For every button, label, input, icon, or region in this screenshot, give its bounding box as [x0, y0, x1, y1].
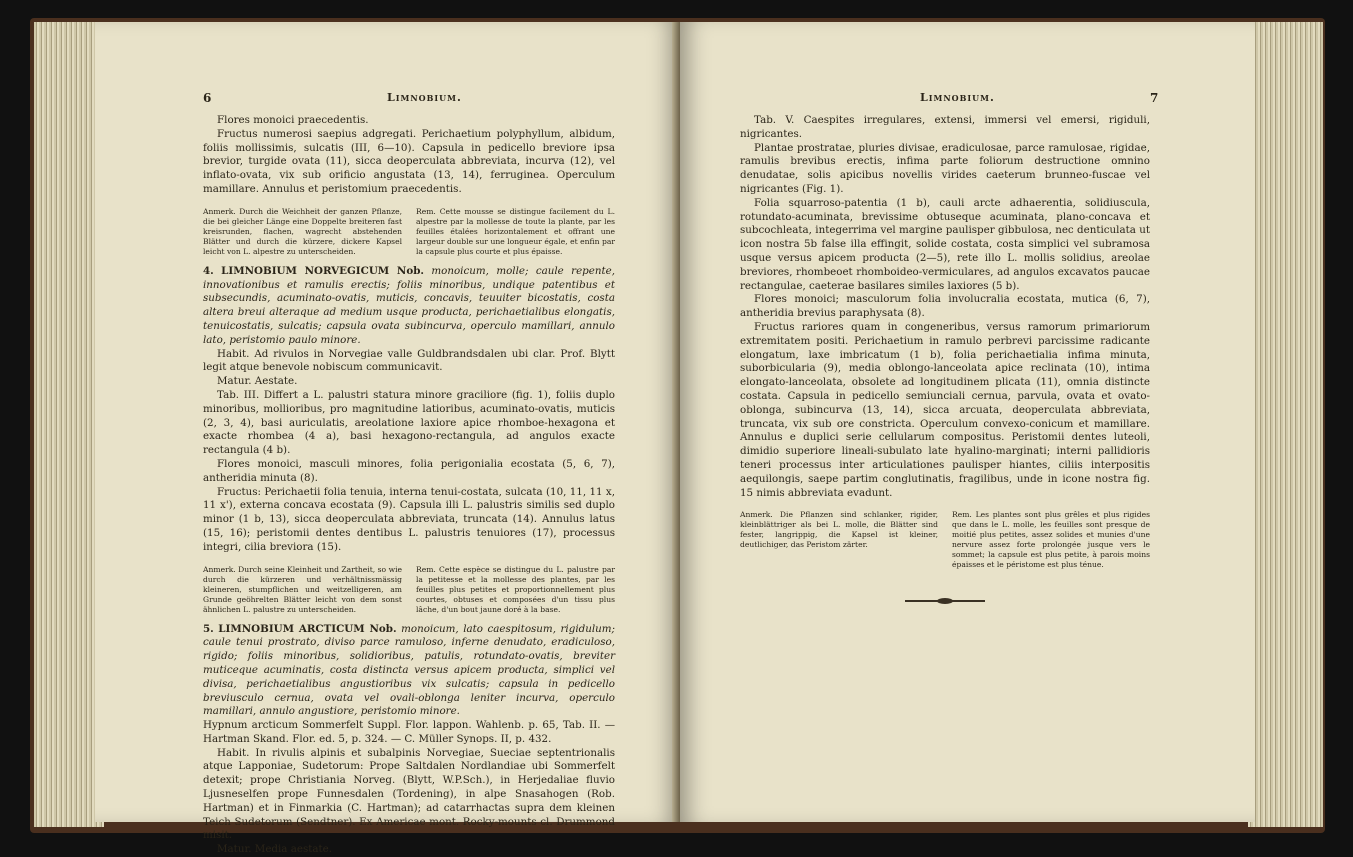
left-page	[95, 22, 678, 856]
paragraph: Folia squarroso-patentia (1 b), cauli arcte adhaerentia, solidiuscula, rotundato-acuminata, brevissime obtuseque acuminata, plano-concava et subcochleata, integerrima vel margine paulisper gibbulosa, nec denticulata ut icon nostra 5b false illa effingit, solide costata, costa simplici vel subramosa usque versus apicem producta (2—5), rete illo L. mollis solidius, areolae breviores, rhombeoet rhomboideo-vermiculares, ad angulos excavatos paucae rectangulae, caeterae basilares similes laxiores (5 b).	[740, 196, 1150, 292]
paragraph: Matur. Aestate.	[217, 375, 298, 388]
page-edges-right	[1248, 22, 1323, 827]
footnotes	[203, 207, 615, 257]
species-number: 4.	[203, 264, 214, 277]
right-page	[680, 22, 1255, 822]
note-german: Anmerk. Durch seine Kleinheit und Zartheit, so wie durch die kürzeren und verhältnissmässig kleineren, stumpflichen und weitzelligeren, am Grunde geöhrelten Blätter leicht von dem sonst ähnlichen L. palustre zu unterscheiden.	[203, 564, 402, 614]
right-page-text	[740, 114, 1150, 604]
note-french: Rem. Cette espèce se distingue du L. palustre par la petitesse et la mollesse des plantes, par les feuilles plus petites et proportionnellement plus courtes, obtuses et composées d'un tissu plus lâche, d'un bout jaune doré à la base.	[416, 564, 615, 614]
paragraph: Tab. V. Caespites irregulares, extensi, immersi vel emersi, rigiduli, nigricantes.	[740, 114, 1150, 140]
paragraph: Plantae prostratae, pluries divisae, eradiculosae, parce ramulosae, rigidae, ramulis brevibus erectis, infima parte foliorum destructione omnino denudatae, solis apicibus novellis virides caeterum brunneo-fuscae vel nigricantes (Fig. 1).	[740, 141, 1150, 195]
note-german: Anmerk. Durch die Weichheit der ganzen Pflanze, die bei gleicher Länge eine Doppelte breiteren fast kreisrunden, flachen, wagrecht abstehenden Blätter und durch die kürzere, dickere Kapsel leicht von L. alpestre zu unterscheiden.	[203, 206, 402, 256]
species-diagnosis: monoicum, lato caespitosum, rigidulum; caule tenui prostrato, diviso parce ramuloso, inferne denudato, eradiculoso, rigido; foliis minoribus, solidioribus, patulis, rotundato-ovatis, breviter muticeque acuminatis, costa distincta versus apicem producta, simplici vel divisa, perichaetialibus angustioribus vix sulcatis; capsula in pedicello breviusculo cernua, ovata vel ovali-oblonga leniter incurva, operculo mamillari, annulo angustiore, peristomio minore.	[203, 622, 615, 718]
species-heading	[203, 265, 615, 348]
species-name: LIMNOBIUM NORVEGICUM Nob.	[221, 264, 424, 277]
paragraph: Fructus: Perichaetii folia tenuia, interna tenui-costata, sulcata (10, 11, 11 x, 11 x'), externa concava ecostata (9). Capsula illi L. palustris similis sed duplo minor (1 b, 13), sicca deoperculata abbreviata, truncata (14). Annulus latus (15, 16); peristomii dentes dentibus L. palustris tenuiores (17), processus integri, cilia breviora (15).	[203, 485, 615, 553]
paragraph: Fructus rariores quam in congeneribus, versus ramorum primariorum extremitatem positi. Perichaetium in ramulo perbrevi parcissime radicante elongatum, laxe imbricatum (1 b), folia perichaetialia infima minuta, suborbicularia (9), media oblongo-lanceolata apice reclinata (10), intima elongato-lanceolata, obsolete ad longitudinem plicata (11), omnia distincte costata. Capsula in pedicello semiunciali cernua, parvula, ovata et ovato-oblonga, subincurva (13, 14), sicca arcuata, deoperculata abbreviata, truncata, vix sub ore constricta. Operculum convexo-conicum et mamillare. Annulus e duplici serie cellularum compositus. Peristomii dentes luteoli, dimidio superiore lineali-subulato late hyalino-marginati; interni pallidioris teneri processus inter articulationes paulisper hiantes, ciliis interpositis aequilongis, saepe partim conglutinatis, fragilibus, unde in icone nostra fig. 15 nimis abbreviata evadunt.	[740, 320, 1150, 499]
paragraph: Habit. Ad rivulos in Norvegiae valle Guldbrandsdalen ubi clar. Prof. Blytt legit atque benevole nobiscum communicavit.	[203, 347, 615, 374]
species-number: 5.	[203, 622, 214, 635]
paragraph: Tab. III. Differt a L. palustri statura minore graciliore (fig. 1), foliis duplo minoribus, mollioribus, pro magnitudine latioribus, acuminato-ovatis, muticis (2, 3, 4), basi auriculatis, areolatione laxiore apice rhomboe-hexagona et exacte rhombea (4 a), basi hexagono-rectangula, ad angulos exacte rectangula (4 b).	[203, 388, 615, 457]
ornament-divider	[905, 598, 985, 604]
page-edges-left	[34, 22, 104, 827]
page-number: 7	[1150, 91, 1159, 105]
page-number: 6	[203, 91, 212, 105]
paragraph: Habit. In rivulis alpinis et subalpinis Norvegiae, Sueciae septentrionalis atque Lapponiae, Sudetorum: Prope Saltdalen Nordlandiae ubi Sommerfelt detexit; prope Christiania Norveg. (Blytt, W.P.Sch.), in Herjedaliae fluvio Ljusneselfen prope Funnesdalen (Tordening), in alpe Snasahogen (Rob. Hartman) et in Finmarkia (C. Hartman); ad catarrhactas supra dem kleinen Teich Sudetorum (Sendtner). Ex Americae mont. Rocky-mounts cl. Drummond misit.	[203, 746, 615, 842]
species-heading	[203, 623, 615, 720]
paragraph: Flores monoici, masculi minores, folia perigonialia ecostata (5, 6, 7), antheridia minuta (8).	[203, 457, 615, 484]
left-page-text	[203, 114, 615, 857]
paragraph: Fructus numerosi saepius adgregati. Perichaetium polyphyllum, albidum, foliis mollissimis, sulcatis (III, 6—10). Capsula in pedicello breviore ipsa brevior, turgide ovata (11), sicca deoperculata abbreviata, incurva (12), vel inflato-ovata, vix sub orificio angustata (13, 14), ferruginea. Operculum mamillare. Annulus et peristomium praecedentis.	[203, 127, 615, 195]
footnotes	[740, 510, 1150, 570]
running-head: Limnobium.	[920, 91, 995, 104]
running-head: Limnobium.	[387, 91, 462, 104]
footnotes	[203, 565, 615, 615]
synonymy: Hypnum arcticum Sommerfelt Suppl. Flor. lappon. Wahlenb. p. 65, Tab. II. — Hartman Skand. Flor. ed. 5, p. 324. — C. Müller Synops. II, p. 432.	[203, 719, 615, 745]
note-french: Rem. Les plantes sont plus grêles et plus rigides que dans le L. molle, les feuilles sont presque de moitié plus petites, assez solides et munies d'une nervure assez forte prolongée jusque vers le sommet; la capsule est plus petite, à parois moins épaisses et le péristome est plus ténue.	[952, 510, 1150, 570]
species-name: LIMNOBIUM ARCTICUM Nob.	[218, 622, 397, 635]
paragraph: Flores monoici praecedentis.	[217, 114, 369, 126]
paragraph: Matur. Media aestate.	[217, 843, 333, 856]
paragraph: Flores monoici; masculorum folia involucralia ecostata, mutica (6, 7), antheridia brevius paraphysata (8).	[740, 293, 1150, 320]
species-diagnosis: monoicum, molle; caule repente, innovationibus et ramulis erectis; foliis minoribus, undique patentibus et subsecundis, acuminato-ovatis, muticis, concavis, teuuiter bicostatis, costa altera breui alteraque ad medium usque producta, perichaetialibus elongatis, tenuicostatis, sulcatis; capsula ovata subincurva, operculo mamillari, annulo lato, peristomio paulo minore.	[203, 264, 615, 346]
note-french: Rem. Cette mousse se distingue facilement du L. alpestre par la mollesse de toute la plante, par les feuilles étalées horizontalement et offrant une largeur double sur une longueur égale, et enfin par la capsule plus courte et plus épaisse.	[416, 206, 615, 256]
note-german: Anmerk. Die Pflanzen sind schlanker, rigider, kleinblättriger als bei L. molle, die Blätter sind fester, langrippig, die Kapsel ist kleiner, deutlichiger, das Peristom zärter.	[740, 510, 938, 550]
